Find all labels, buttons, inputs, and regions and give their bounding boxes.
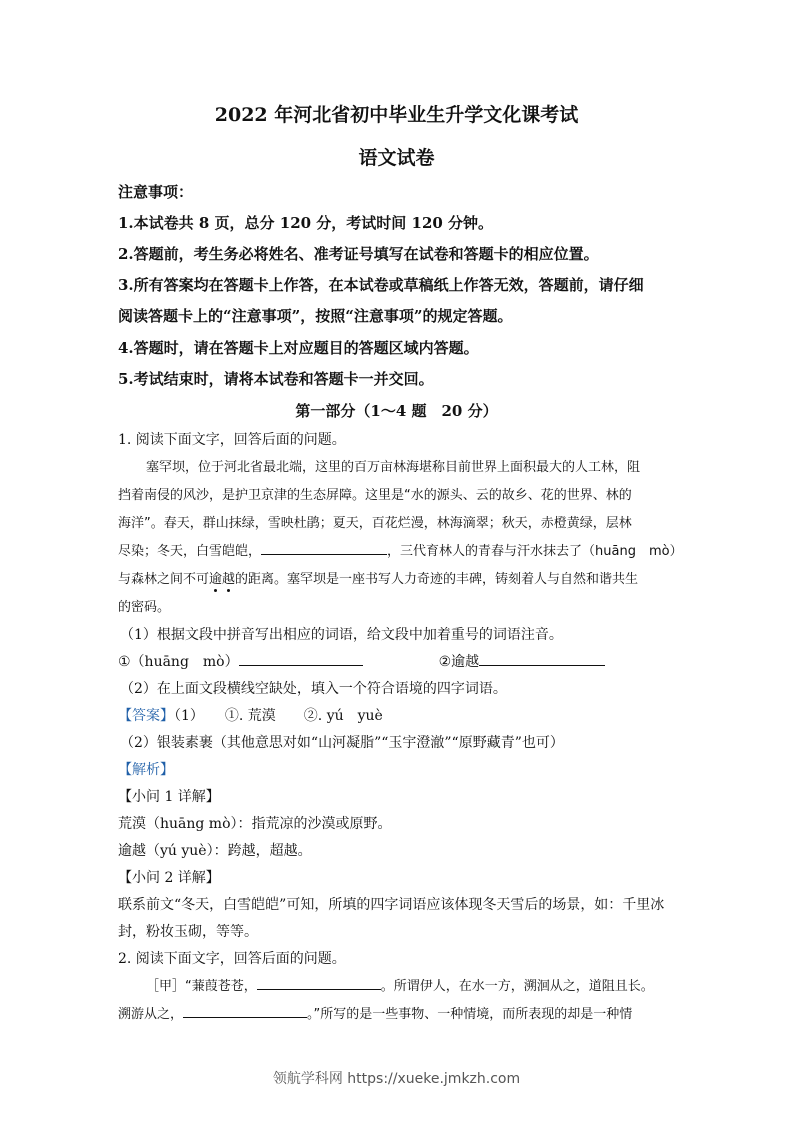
answer-tag: 【答案】 bbox=[118, 708, 174, 724]
passage-text: 溯游从之， bbox=[118, 1007, 184, 1022]
passage-line bbox=[146, 975, 680, 994]
notice-item-1: 1.本试卷共 8 页，总分 120 分，考试时间 120 分钟。 bbox=[118, 214, 494, 232]
passage-text: 与森林之间不可 bbox=[118, 572, 210, 587]
passage-line: 海洋”。春天，群山抹绿，雪映杜鹃；夏天，百花烂漫，林海滴翠；秋天，赤橙黄绿，层林 bbox=[118, 516, 632, 531]
page-title: 2022 年河北省初中毕业生升学文化课考试 bbox=[214, 104, 579, 126]
answer-blank bbox=[239, 651, 363, 666]
analysis-tag: 【解析】 bbox=[118, 762, 174, 778]
fill-blank bbox=[183, 1003, 307, 1018]
emphasis-char: 越 bbox=[222, 572, 236, 587]
notice-item-3-line-1: 3.所有答案均在答题卡上作答，在本试卷或草稿纸上作答无效，答题前，请仔细 bbox=[118, 276, 644, 294]
passage-text: 的距离。塞罕坝是一座书写人力奇迹的丰碑，铸刻着人与自然和谐共生 bbox=[235, 572, 639, 587]
blank-label: ①（huāng mò） bbox=[118, 654, 239, 670]
passage-line: 塞罕坝，位于河北省最北端，这里的百万亩林海堪称目前世界上面积最大的人工林，阻 bbox=[146, 460, 641, 475]
emphasis-char: 逾 bbox=[209, 572, 223, 587]
answer-blank bbox=[479, 651, 605, 666]
notice-item-2: 2.答题前，考生务必将姓名、准考证号填写在试卷和答题卡的相应位置。 bbox=[118, 245, 599, 263]
passage-line bbox=[118, 1003, 680, 1022]
answer-text: （1） ①. 荒漠 ②. yú yuè bbox=[174, 708, 383, 724]
detail-1-tag: 【小问 1 详解】 bbox=[118, 789, 220, 805]
fill-blank bbox=[261, 540, 387, 555]
notice-heading: 注意事项： bbox=[118, 183, 194, 201]
blank-label: ②逾越 bbox=[438, 654, 480, 670]
footer-watermark: 领航学科网 https://xueke.jmkzh.com bbox=[272, 1071, 521, 1087]
passage-text: 。所谓伊人，在水一方，溯洄从之，道阻且长。 bbox=[380, 979, 654, 994]
passage-line: 的密码。 bbox=[118, 600, 171, 615]
passage-text: ［甲］“蒹葭苍苍， bbox=[146, 979, 257, 994]
passage-text: ，三代育林人的青春与汗水抹去了（huāng mò） bbox=[387, 544, 683, 559]
passage-text: 。”所写的是一些事物、一种情境，而所表现的却是一种情 bbox=[307, 1007, 633, 1022]
detail-1-text: 荒漠（huāng mò）：指荒凉的沙漠或原野。 bbox=[118, 816, 392, 832]
notice-item-4: 4.答题时，请在答题卡上对应题目的答题区域内答题。 bbox=[118, 339, 479, 357]
page-subtitle: 语文试卷 bbox=[358, 147, 435, 169]
passage-line: 挡着南侵的风沙，是护卫京津的生态屏障。这里是“水的源头、云的故乡、花的世界、林的 bbox=[118, 488, 632, 503]
part-heading: 第一部分（1～4 题 20 分） bbox=[295, 402, 498, 420]
detail-2-text: 封，粉妆玉砌，等等。 bbox=[118, 924, 258, 940]
detail-2-text: 联系前文“冬天，白雪皑皑”可知，所填的四字词语应该体现冬天雪后的场景，如：千里冰 bbox=[118, 897, 665, 913]
passage-text: 尽染；冬天，白雪皑皑， bbox=[118, 544, 262, 559]
notice-item-5: 5.考试结束时，请将本试卷和答题卡一并交回。 bbox=[118, 370, 434, 388]
question-1-stem: 1. 阅读下面文字，回答后面的问题。 bbox=[118, 432, 346, 448]
notice-item-3-line-2: 阅读答题卡上的“注意事项”，按照“注意事项”的规定答题。 bbox=[118, 307, 513, 325]
answer-line-2: （2）银装素裹（其他意思对如“山河凝脂”“玉宇澄澈”“原野藏青”也可） bbox=[120, 735, 564, 751]
passage-line bbox=[118, 568, 680, 587]
detail-1-text: 逾越（yú yuè）：跨越，超越。 bbox=[118, 843, 312, 859]
passage-line bbox=[118, 540, 683, 559]
question-2-stem: 2. 阅读下面文字，回答后面的问题。 bbox=[118, 951, 346, 967]
answer-line-1 bbox=[118, 705, 680, 725]
sub-question-2: （2）在上面文段横线空缺处，填入一个符合语境的四字词语。 bbox=[120, 681, 507, 697]
detail-2-tag: 【小问 2 详解】 bbox=[118, 870, 220, 886]
fill-blank bbox=[257, 975, 381, 990]
sub-question-1: （1）根据文段中拼音写出相应的词语，给文段中加着重号的词语注音。 bbox=[120, 627, 563, 643]
sub-question-1-blanks bbox=[118, 651, 680, 671]
